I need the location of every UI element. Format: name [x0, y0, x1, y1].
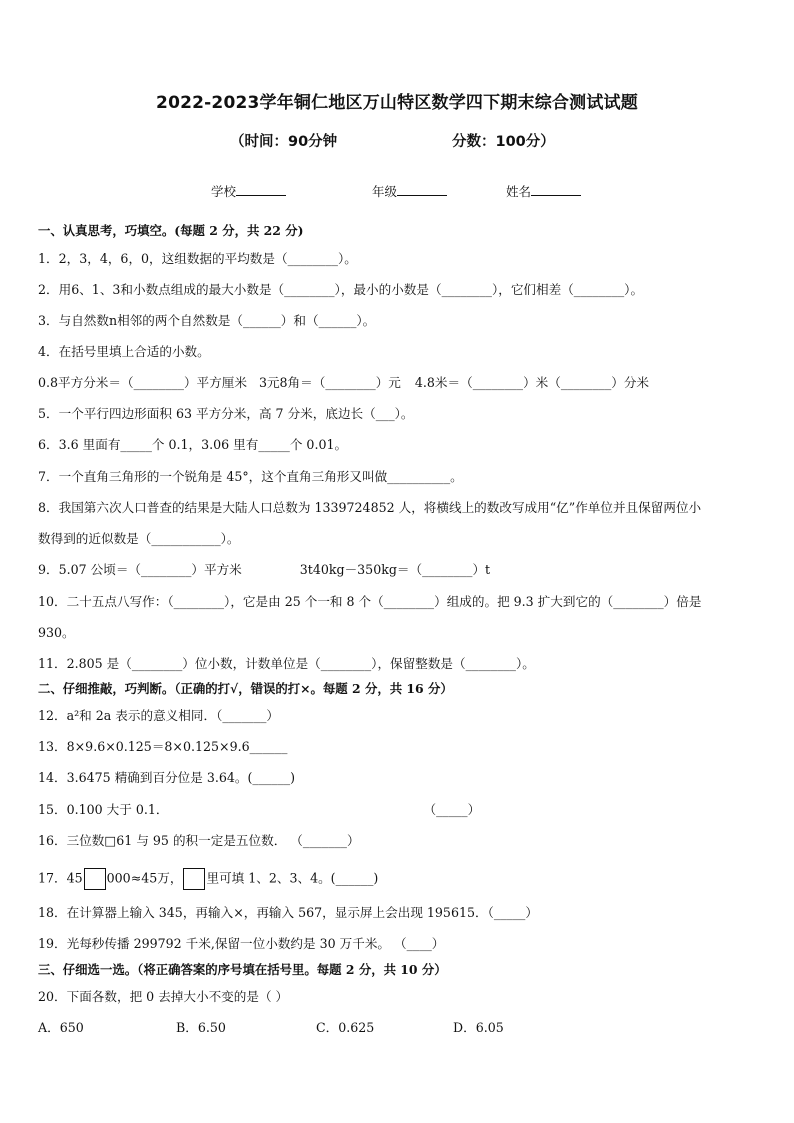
- question-4-item-c: 4.8米＝（________）米（________）分米: [414, 375, 650, 390]
- name-label: 姓名: [506, 184, 532, 199]
- option-c[interactable]: C．0.625: [316, 1020, 375, 1035]
- question-3: 3．与自然数n相邻的两个自然数是（______）和（______）。: [38, 313, 376, 328]
- option-d[interactable]: D．6.05: [453, 1020, 504, 1035]
- time-label: （时间：90分钟: [230, 134, 338, 150]
- question-10-line-1: 10．二十五点八写作：（________），它是由 25 个一和 8 个（________）组成的。把 9.3 扩大到它的（________）倍是: [38, 594, 702, 609]
- question-14: 14．3.6475 精确到百分位是 3.64。(______): [38, 770, 296, 785]
- question-11: 11．2.805 是（________）位小数，计数单位是（________），保留整数是（________）。: [38, 656, 535, 671]
- score-label: 分数：100分）: [452, 134, 555, 150]
- question-5: 5．一个平行四边形面积 63 平方分米，高 7 分米，底边长（___）。: [38, 406, 414, 421]
- question-6: 6．3.6 里面有_____个 0.1，3.06 里有_____个 0.01。: [38, 437, 348, 452]
- question-12: 12．a²和 2a 表示的意义相同．（_______）: [38, 708, 280, 723]
- question-4-item-a: 0.8平方分米＝（________）平方厘米: [38, 375, 247, 390]
- section-1-heading: 一、认真思考，巧填空。(每题 2 分，共 22 分): [38, 223, 304, 238]
- grade-blank[interactable]: [397, 183, 447, 196]
- name-field: [506, 182, 581, 200]
- question-18: 18．在计算器上输入 345，再输入×，再输入 567，显示屏上会出现 195615．（_____）: [38, 905, 538, 920]
- question-17-middle: 000≈45万，: [106, 870, 183, 886]
- name-blank[interactable]: [531, 183, 581, 196]
- question-19: 19．光每秒传播 299792 千米,保留一位小数约是 30 万千米。 （____）: [38, 936, 445, 951]
- answer-box[interactable]: [84, 868, 106, 890]
- question-4-items: [38, 375, 649, 391]
- question-17-suffix: 里可填 1、2、3、4。(______): [206, 870, 379, 886]
- option-a[interactable]: A．650: [38, 1020, 84, 1035]
- question-9-part-a: 9．5.07 公顷＝（________）平方米: [38, 562, 242, 577]
- question-10-line-2: 930。: [38, 625, 75, 640]
- question-15-answer: （_____）: [423, 802, 481, 817]
- question-2: 2．用6、1、3和小数点组成的最大小数是（________），最小的小数是（________），它们相差（________）。: [38, 282, 644, 297]
- grade-field: [372, 182, 447, 200]
- question-1: 1．2，3，4，6，0，这组数据的平均数是（________）。: [38, 251, 357, 266]
- question-9-part-b: 3t40kg－350kg＝（________）t: [299, 562, 491, 577]
- question-9: [38, 562, 490, 578]
- question-20: 20．下面各数，把 0 去掉大小不变的是（ ）: [38, 989, 289, 1004]
- page-title: 2022-2023学年铜仁地区万山特区数学四下期末综合测试试题: [156, 93, 638, 113]
- question-4: 4．在括号里填上合适的小数。: [38, 344, 210, 359]
- question-20-options: [38, 1020, 504, 1036]
- question-4-item-b: 3元8角＝（________）元: [258, 375, 401, 390]
- answer-box[interactable]: [183, 868, 205, 890]
- question-17-prefix: 17．45: [38, 870, 83, 886]
- question-17: [38, 868, 378, 890]
- question-7: 7．一个直角三角形的一个锐角是 45°，这个直角三角形又叫做__________。: [38, 469, 463, 484]
- grade-label: 年级: [372, 184, 398, 199]
- school-label: 学校: [211, 184, 237, 199]
- section-2-heading: 二、仔细推敲，巧判断。（正确的打√，错误的打×。每题 2 分，共 16 分）: [38, 681, 453, 696]
- school-blank[interactable]: [236, 183, 286, 196]
- school-field: [211, 182, 286, 200]
- question-8-line-1: 8．我国第六次人口普查的结果是大陆人口总数为 1339724852 人，将横线上的数改写成用“亿”作单位并且保留两位小: [38, 500, 702, 515]
- option-b[interactable]: B．6.50: [176, 1020, 226, 1035]
- question-13: 13．8×9.6×0.125＝8×0.125×9.6______: [38, 739, 288, 754]
- question-8-line-2: 数得到的近似数是（___________）。: [38, 531, 240, 546]
- question-15: [38, 802, 480, 818]
- section-3-heading: 三、仔细选一选。（将正确答案的序号填在括号里。每题 2 分，共 10 分）: [38, 962, 447, 977]
- question-16: 16．三位数□61 与 95 的积一定是五位数． （_______）: [38, 833, 360, 848]
- question-15-text: 15．0.100 大于 0.1．: [38, 802, 169, 817]
